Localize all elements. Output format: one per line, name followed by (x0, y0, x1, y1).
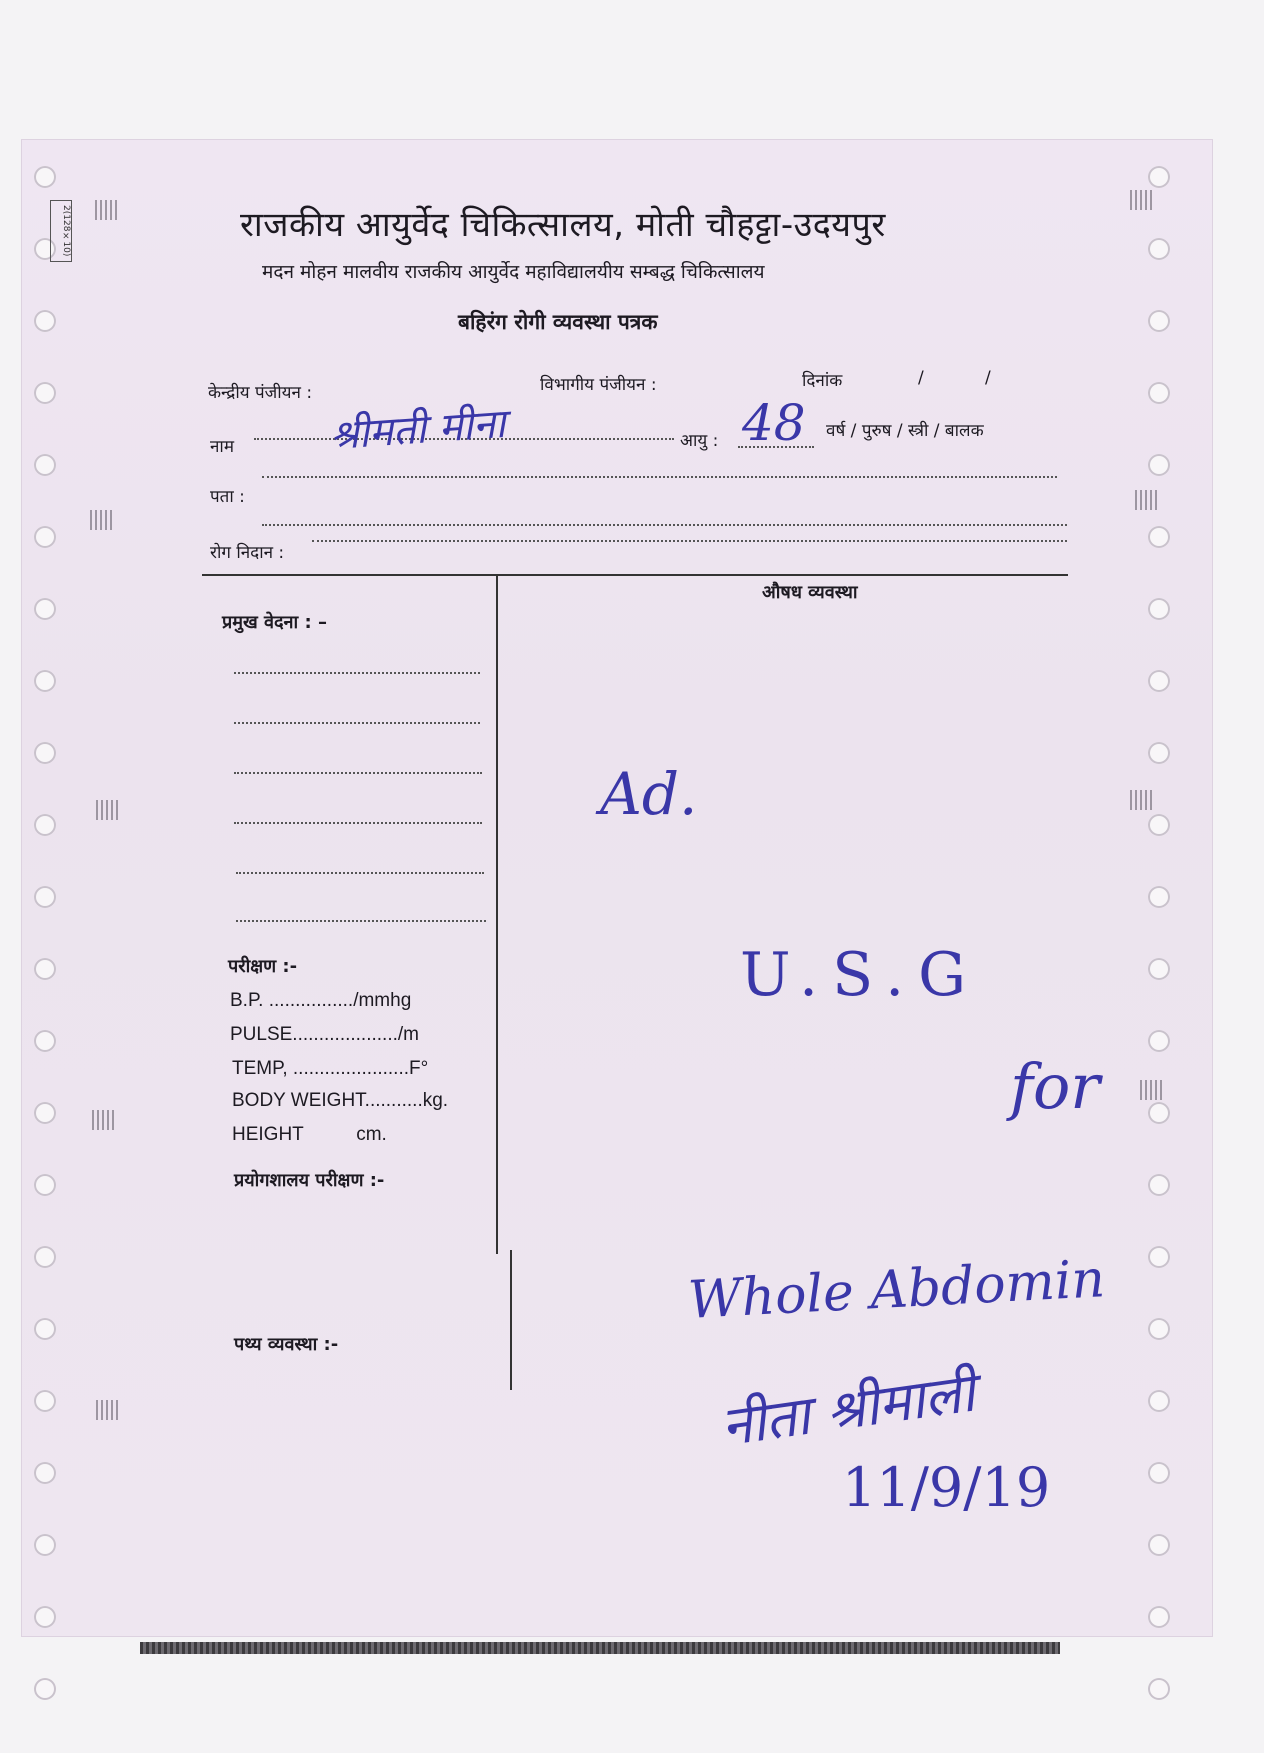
age-label: आयु : (680, 431, 719, 451)
feed-hole (1148, 958, 1170, 980)
feed-hole (34, 1462, 56, 1484)
complaint-line-5 (236, 872, 484, 874)
feed-hole (34, 958, 56, 980)
handwritten-for: for (1010, 1050, 1100, 1123)
feed-hole (34, 742, 56, 764)
section-divider (202, 574, 1068, 576)
feed-hole (34, 598, 56, 620)
temperature-row: TEMP, ......................F° (232, 1058, 429, 1079)
perforation-mark (1130, 190, 1154, 210)
name-handwritten: श्रीमती मीना (328, 400, 507, 460)
form-title: बहिरंग रोगी व्यवस्था पत्रक (458, 310, 658, 334)
feed-hole (34, 670, 56, 692)
feed-hole (1148, 1246, 1170, 1268)
hospital-name: राजकीय आयुर्वेद चिकित्सालय, मोती चौहट्टा-उदयपुर (240, 205, 886, 245)
feed-hole (34, 166, 56, 188)
feed-hole (1148, 742, 1170, 764)
feed-hole (34, 1534, 56, 1556)
age-handwritten: 48 (742, 394, 806, 452)
address-line-1 (262, 476, 1057, 478)
complaint-line-6 (236, 920, 486, 922)
feed-hole (34, 1390, 56, 1412)
feed-hole (34, 1606, 56, 1628)
edge-code-label: 2(128×10) (50, 200, 72, 262)
perforation-mark (1135, 490, 1159, 510)
left-feed-holes (34, 0, 60, 1753)
bottom-torn-edge (140, 1642, 1060, 1654)
feed-hole (34, 454, 56, 476)
feed-hole (1148, 1318, 1170, 1340)
feed-hole (34, 1030, 56, 1052)
feed-hole (1148, 1174, 1170, 1196)
body-weight-row: BODY WEIGHT...........kg. (232, 1090, 449, 1111)
feed-hole (34, 1174, 56, 1196)
feed-hole (1148, 454, 1170, 476)
handwritten-ad: Ad. (600, 760, 698, 828)
right-feed-holes (1148, 0, 1174, 1753)
pulse-row: PULSE..................../m (230, 1024, 419, 1045)
diet-advice-label: पथ्य व्यवस्था :- (234, 1334, 339, 1355)
address-line-2 (262, 524, 1067, 526)
feed-hole (1148, 1390, 1170, 1412)
department-registration-label: विभागीय पंजीयन : (540, 375, 657, 395)
address-label: पता : (210, 487, 245, 507)
feed-hole (1148, 1678, 1170, 1700)
bp-row: B.P. ................/mmhg (230, 990, 412, 1011)
perforation-mark (96, 1400, 120, 1420)
feed-hole (1148, 238, 1170, 260)
feed-hole (1148, 670, 1170, 692)
complaint-line-3 (234, 772, 482, 774)
feed-hole (34, 1246, 56, 1268)
feed-hole (34, 310, 56, 332)
handwritten-whole-abdomen: Whole Abdomin (686, 1249, 1107, 1331)
column-divider-lower (510, 1250, 512, 1390)
date-separator-1: / (918, 368, 924, 388)
feed-hole (34, 886, 56, 908)
central-registration-label: केन्द्रीय पंजीयन : (208, 383, 313, 403)
feed-hole (1148, 598, 1170, 620)
feed-hole (1148, 886, 1170, 908)
perforation-mark (95, 200, 119, 220)
feed-hole (1148, 526, 1170, 548)
feed-hole (1148, 1462, 1170, 1484)
name-label: नाम (210, 437, 235, 457)
feed-hole (1148, 1534, 1170, 1556)
medicine-plan-label: औषध व्यवस्था (762, 582, 858, 603)
complaints-label: प्रमुख वेदना : – (222, 612, 327, 633)
height-row: HEIGHT cm. (232, 1124, 387, 1145)
column-divider-upper (496, 574, 498, 1254)
complaint-line-1 (234, 672, 480, 674)
feed-hole (34, 382, 56, 404)
perforation-mark (90, 510, 114, 530)
feed-hole (1148, 814, 1170, 836)
doctor-signature: नीता श्रीमाली (717, 1360, 979, 1459)
perforation-mark (92, 1110, 116, 1130)
diagnosis-label: रोग निदान : (210, 543, 285, 563)
feed-hole (1148, 1606, 1170, 1628)
perforation-mark (1130, 790, 1154, 810)
diagnosis-field-line (312, 540, 1067, 542)
signature-date: 11/9/19 (842, 1456, 1051, 1519)
affiliation-line: मदन मोहन मालवीय राजकीय आयुर्वेद महाविद्यालयीय सम्बद्ध चिकित्सालय (262, 261, 765, 283)
examination-label: परीक्षण :- (228, 956, 298, 977)
feed-hole (1148, 382, 1170, 404)
feed-hole (34, 526, 56, 548)
feed-hole (34, 1102, 56, 1124)
complaint-line-2 (234, 722, 480, 724)
perforation-mark (96, 800, 120, 820)
gender-options: वर्ष / पुरुष / स्त्री / बालक (826, 421, 984, 441)
feed-hole (34, 1318, 56, 1340)
perforation-mark (1140, 1080, 1164, 1100)
feed-hole (1148, 1030, 1170, 1052)
form-sheet (22, 140, 1212, 1636)
feed-hole (1148, 310, 1170, 332)
feed-hole (1148, 1102, 1170, 1124)
feed-hole (1148, 166, 1170, 188)
complaint-line-4 (234, 822, 482, 824)
feed-hole (34, 814, 56, 836)
handwritten-usg: U.S.G (740, 940, 981, 1010)
lab-investigation-label: प्रयोगशालय परीक्षण :- (234, 1170, 385, 1191)
date-separator-2: / (985, 368, 991, 388)
feed-hole (34, 1678, 56, 1700)
date-label: दिनांक (802, 371, 843, 391)
